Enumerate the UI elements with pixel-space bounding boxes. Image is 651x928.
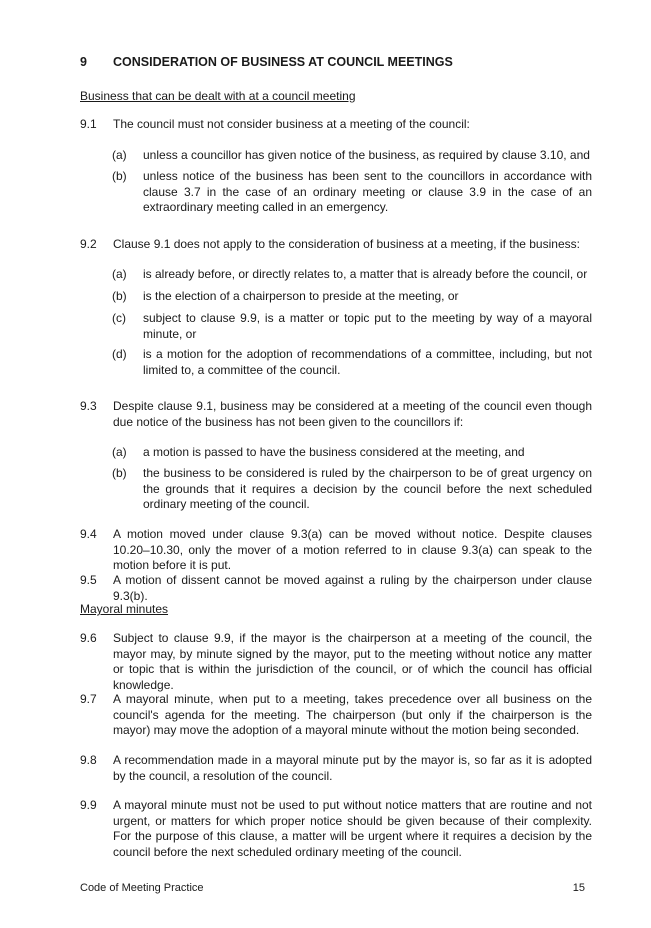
clause-number: 9.6 [80,631,97,645]
footer-page-number: 15 [572,882,585,894]
clause-9-2-item-b [112,289,592,305]
clause-number: 9.7 [80,692,97,706]
item-label: (a) [112,445,127,459]
item-text: unless a councillor has given notice of the business, as required by clause 3.10, and [143,148,590,162]
item-label: (a) [112,148,127,162]
clause-number: 9.4 [80,527,97,541]
clause-number: 9.5 [80,573,97,587]
clause-9-2-item-c [112,311,592,342]
item-label: (d) [112,347,127,361]
item-label: (c) [112,311,126,325]
item-text: is the election of a chairperson to preside at the meeting, or [143,289,459,303]
clause-text: A mayoral minute, when put to a meeting, takes precedence over all business on the council's agenda for the meeting. The chairperson (but only if the chairperson is the mayor) may move the adoption of a mayoral minute without the motion being seconded. [113,692,592,737]
clause-9-2 [80,237,592,253]
clause-text: The council must not consider business at a meeting of the council: [113,117,470,131]
subheading-mayoral: Mayoral minutes [80,602,169,616]
clause-text: Despite clause 9.1, business may be considered at a meeting of the council even though due notice of the business has not been given to the councillors if: [113,399,592,429]
clause-9-6 [80,631,592,693]
item-text: a motion is passed to have the business considered at the meeting, and [143,445,525,459]
clause-text: A recommendation made in a mayoral minute put by the mayor is, so far as it is adopted by the council, a resolution of the council. [113,753,592,783]
clause-number: 9.8 [80,753,97,767]
clause-9-1-item-b [112,169,592,216]
clause-number: 9.1 [80,117,97,131]
clause-number: 9.2 [80,237,97,251]
item-label: (b) [112,169,127,183]
footer-document-title: Code of Meeting Practice [80,882,204,894]
item-text: subject to clause 9.9, is a matter or topic put to the meeting by way of a mayoral minute, or [143,311,592,341]
clause-9-3 [80,399,592,430]
clause-9-5 [80,573,592,604]
clause-9-4 [80,527,592,574]
item-text: is a motion for the adoption of recommendations of a committee, including, but not limited to, a committee of the council. [143,347,592,377]
clause-9-3-item-b [112,466,592,513]
item-label: (a) [112,267,127,281]
clause-text: A motion of dissent cannot be moved against a ruling by the chairperson under clause 9.3(b). [113,573,592,603]
clause-9-3-item-a [112,445,592,461]
clause-number: 9.9 [80,798,97,812]
section-heading [80,55,453,69]
clause-9-1-item-a [112,148,592,164]
clause-9-9 [80,798,592,860]
clause-number: 9.3 [80,399,97,413]
clause-9-7 [80,692,592,739]
item-text: unless notice of the business has been sent to the councillors in accordance with clause 3.7 in the case of an ordinary meeting or clause 3.9 in the case of an extraordinary meeting called in an emergency. [143,169,592,214]
clause-text: A mayoral minute must not be used to put without notice matters that are routine and not urgent, or matters for which proper notice should be given because of their complexity. For the purpose of this clause, a matter will be urgent where it requires a decision by the council before the next scheduled ordinary meeting of the council. [113,798,592,859]
clause-9-8 [80,753,592,784]
item-text: is already before, or directly relates to, a matter that is already before the council, or [143,267,588,281]
clause-9-2-item-d [112,347,592,378]
clause-text: Subject to clause 9.9, if the mayor is the chairperson at a meeting of the council, the mayor may, by minute signed by the mayor, put to the meeting without notice any matter or topic that is within the jurisdiction of the council, or of which the council has official knowledge. [113,631,592,692]
item-label: (b) [112,466,127,480]
clause-text: A motion moved under clause 9.3(a) can be moved without notice. Despite clauses 10.20–10.30, only the mover of a motion referred to in clause 9.3(a) can speak to the motion before it is put. [113,527,592,572]
clause-text: Clause 9.1 does not apply to the consideration of business at a meeting, if the business: [113,237,580,251]
item-text: the business to be considered is ruled by the chairperson to be of great urgency on the grounds that it requires a decision by the council before the next scheduled ordinary meeting of the council. [143,466,592,511]
section-title: CONSIDERATION OF BUSINESS AT COUNCIL MEETINGS [113,55,453,69]
clause-9-2-item-a [112,267,592,283]
section-number: 9 [80,55,87,69]
clause-9-1 [80,117,592,133]
item-label: (b) [112,289,127,303]
subheading-business: Business that can be dealt with at a council meeting [80,89,356,103]
